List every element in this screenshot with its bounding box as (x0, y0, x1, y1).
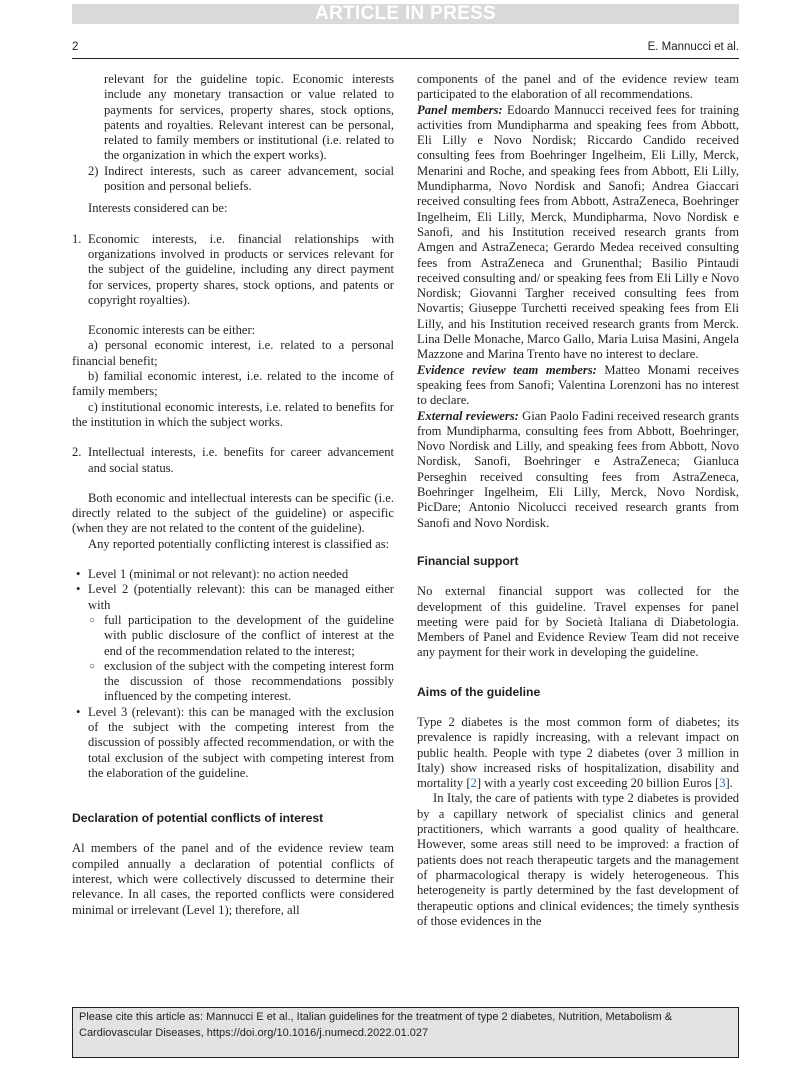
paragraph: Economic interests can be either: (88, 323, 256, 338)
header-rule (72, 58, 739, 59)
evidence-team-label: Evidence review team members: (417, 362, 597, 377)
list-item: 1. Economic interests, i.e. financial relationships with organizations involved in products or services relevant for the subject of the guideline, including any direct payment for services, property shares, stock options, and patents or copyright royalties). (72, 231, 394, 307)
section-heading: Aims of the guideline (417, 684, 541, 699)
running-head-authors: E. Mannucci et al. (647, 41, 739, 53)
reference-link[interactable]: 3 (719, 776, 726, 791)
section-heading: Financial support (417, 553, 519, 568)
list-item: ○ exclusion of the subject with the competing interest form the discussion of those recommendations possibly influenced by the competing interest. (89, 658, 394, 704)
paragraph: Any reported potentially conflicting interest is classified as: (88, 536, 390, 551)
list-item: ○ full participation to the development of the guideline with public disclosure of the conflict of interest at the end of the recommendation related to the interest; (89, 612, 394, 658)
paragraph: Both economic and intellectual interests can be specific (i.e. directly related to the subject of the guideline) or aspecific (when they are not related to the content of the guideline). (72, 490, 394, 536)
paragraph: c) institutional economic interests, i.e. related to benefits for the institution in which the subject works. (72, 399, 394, 429)
list-item: 2. Intellectual interests, i.e. benefits for career advancement and social status. (72, 445, 394, 475)
paragraph: No external financial support was collected for the development of this guideline. Travel expenses for panel meeting were paid for by Società Italiana di Diabetologia. Members of Panel and Evidence Review Team did not receive any payment for their work in developing the guideline. (417, 584, 739, 660)
list-item: • Level 2 (potentially relevant): this can be managed either with (76, 582, 394, 612)
citation-box: Please cite this article as: Mannucci E et al., Italian guidelines for the treatment of type 2 diabetes, Nutrition, Metabolism & Cardiovascular Diseases, https://doi.org/10.1016/j.numecd.2022.01.027 (72, 1007, 739, 1058)
reference-link[interactable]: 2 (470, 776, 477, 791)
paragraph: In Italy, the care of patients with type 2 diabetes is provided by a capillary network of specialist clinics and general practitioners, which warrants a good quality of healthcare. However, some areas still need to be improved: a fraction of patients does not reach therapeutic targets and the management of pharmacological therapy is widely heterogeneous. This heterogeneity is partly determined by the fast development of therapeutic options and clinical evidences; the timely synthesis of those evidences in the (417, 791, 739, 928)
paragraph: Interests considered can be: (88, 201, 228, 216)
paragraph: Al members of the panel and of the evidence review team compiled annually a declaration of potential conflicts of interest, which were collectively discussed to determine their relevance. In all cases, the reported conflicts were considered minimal or irrelevant (Level 1); therefore, all (72, 841, 394, 917)
paragraph: components of the panel and of the evidence review team participated to the elaboration of all recommendations. (417, 72, 739, 102)
paragraph: Panel members: Edoardo Mannucci received fees for training activities from Mundipharma and speaking fees from Abbott, Eli Lilly e Novo Nordisk; Riccardo Candido received consulting fees from Boehringer Ingelheim, Eli Lilly, Merck, Menarini and Roche, and speaking fees from Abbott, Eli Lilly, Mundipharma, Novo Nordisk and Sanofi; Andrea Giaccari received consulting fees from Abbott, AstraZeneca, Boehringer Ingelheim, Eli Lilly, Merck, Mundipharma, Novo Nordisk e Sanofi, and his Institution received research grants from Amgen and AstraZeneca; Gerardo Medea received consulting fees from AstraZeneca and Grunenthal; Basilio Pintaudi received consulting and/ or speaking fees from Eli Lilly e Novo Nordisk; Giovanni Targher received consulting fees from Novartis; Giuseppe Turchetti received speaking fees from Eli Lilly, and his Institution received research grants from Merck. Lina Delle Monache, Marco Gallo, Maria Luisa Masini, Angela Mazzone and Marina Trento have no interest to declare. (417, 102, 740, 362)
paragraph: a) personal economic interest, i.e. related to a personal financial benefit; (72, 338, 394, 368)
external-reviewers-label: External reviewers: (417, 408, 519, 423)
list-item: • Level 1 (minimal or not relevant): no action needed (76, 567, 349, 582)
page-number: 2 (72, 41, 79, 53)
section-heading: Declaration of potential conflicts of interest (72, 811, 324, 826)
paragraph: Type 2 diabetes is the most common form of diabetes; its prevalence is rapidly increasing, with a relevant impact on public health. People with type 2 diabetes (over 3 million in Italy) show increased risks of hospitalization, disability and mortality [2] with a yearly cost exceeding 20 billion Euros [3]. (417, 714, 739, 791)
article-in-press-banner: ARTICLE IN PRESS (72, 4, 739, 24)
left-column (72, 72, 394, 918)
paragraph: b) familial economic interest, i.e. related to the income of family members; (72, 369, 394, 399)
paragraph: Evidence review team members: Matteo Monami receives speaking fees from Sanofi; Valentina Lorenzoni has no interest to declare. (417, 362, 739, 408)
list-item: relevant for the guideline topic. Economic interests include any monetary transaction or value related to payments for services, property shares, stock options, patents and royalties. Relevant interest can be personal, related to family members or institutional (i.e. related to the organization in which the expert works). (104, 72, 394, 163)
panel-members-label: Panel members: (417, 102, 503, 117)
list-item: • Level 3 (relevant): this can be managed with the exclusion of the subject with the competing interest from the discussion of possibly affected recommendation, or with the total exclusion of the subject with competing interest from the elaboration of the guideline. (76, 704, 394, 780)
right-column (417, 72, 739, 929)
running-head (72, 41, 739, 57)
list-item: 2) Indirect interests, such as career advancement, social position and personal beliefs. (88, 163, 394, 194)
paragraph: External reviewers: Gian Paolo Fadini received research grants from Mundipharma, consulting fees from Abbott, Boehringer, Novo Nordisk and Lilly, and speaking fees from Abbott, Novo Nordisk, Sanofi, Boehringer e AstraZeneca; Gianluca Perseghin received consulting fees from AstraZeneca, Boehringer Ingelheim, Eli Lilly, Merck, Novo Nordisk, PicDare; Antonio Nicolucci received research grants from Sanofi and Novo Nordisk. (417, 408, 739, 530)
